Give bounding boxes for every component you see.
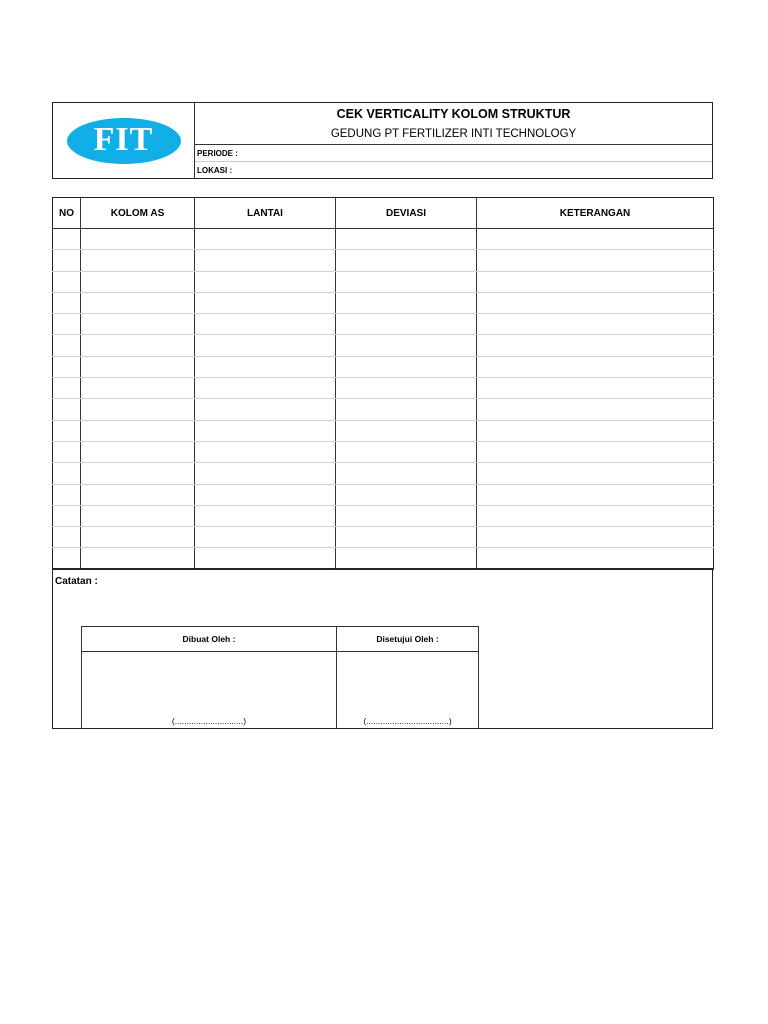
notes-label: Catatan :: [55, 576, 98, 587]
table-row: [53, 335, 714, 356]
keterangan-cell[interactable]: [477, 292, 714, 313]
deviasi-cell[interactable]: [336, 463, 477, 484]
deviasi-cell[interactable]: [336, 484, 477, 505]
table-row: [53, 505, 714, 526]
lantai-cell[interactable]: [195, 314, 336, 335]
keterangan-cell[interactable]: [477, 250, 714, 271]
verticality-table: [52, 197, 714, 570]
no-cell[interactable]: [53, 505, 81, 526]
made-by-label: Dibuat Oleh :: [82, 627, 337, 652]
kolom-as-cell[interactable]: [81, 399, 195, 420]
kolom-as-cell[interactable]: [81, 548, 195, 569]
table-row: [53, 292, 714, 313]
no-cell[interactable]: [53, 229, 81, 250]
table-row: [53, 484, 714, 505]
kolom-as-cell[interactable]: [81, 335, 195, 356]
no-cell[interactable]: [53, 420, 81, 441]
keterangan-cell[interactable]: [477, 356, 714, 377]
col-deviasi: DEVIASI: [336, 198, 477, 229]
no-cell[interactable]: [53, 484, 81, 505]
keterangan-cell[interactable]: [477, 527, 714, 548]
form-subtitle: GEDUNG PT FERTILIZER INTI TECHNOLOGY: [195, 124, 712, 145]
no-cell[interactable]: [53, 335, 81, 356]
kolom-as-cell[interactable]: [81, 314, 195, 335]
no-cell[interactable]: [53, 399, 81, 420]
deviasi-cell[interactable]: [336, 527, 477, 548]
form-header: [52, 102, 713, 179]
keterangan-cell[interactable]: [477, 314, 714, 335]
table-row: [53, 399, 714, 420]
keterangan-cell[interactable]: [477, 229, 714, 250]
no-cell[interactable]: [53, 527, 81, 548]
deviasi-cell[interactable]: [336, 399, 477, 420]
kolom-as-cell[interactable]: [81, 505, 195, 526]
fit-logo: [67, 118, 181, 164]
lantai-cell[interactable]: [195, 292, 336, 313]
lantai-cell[interactable]: [195, 271, 336, 292]
deviasi-cell[interactable]: [336, 356, 477, 377]
table-body: [53, 229, 714, 570]
no-cell[interactable]: [53, 463, 81, 484]
lantai-cell[interactable]: [195, 527, 336, 548]
logo-text: FIT: [93, 120, 154, 158]
no-cell[interactable]: [53, 378, 81, 399]
title-cell: [195, 103, 712, 178]
lantai-cell[interactable]: [195, 378, 336, 399]
lantai-cell[interactable]: [195, 420, 336, 441]
deviasi-cell[interactable]: [336, 292, 477, 313]
no-cell[interactable]: [53, 441, 81, 462]
table-row: [53, 229, 714, 250]
kolom-as-cell[interactable]: [81, 292, 195, 313]
lantai-cell[interactable]: [195, 229, 336, 250]
kolom-as-cell[interactable]: [81, 484, 195, 505]
keterangan-cell[interactable]: [477, 420, 714, 441]
table-row: [53, 271, 714, 292]
table-row: [53, 420, 714, 441]
col-kolom-as: KOLOM AS: [81, 198, 195, 229]
keterangan-cell[interactable]: [477, 548, 714, 569]
deviasi-cell[interactable]: [336, 314, 477, 335]
lantai-cell[interactable]: [195, 250, 336, 271]
no-cell[interactable]: [53, 250, 81, 271]
no-cell[interactable]: [53, 314, 81, 335]
table-row: [53, 441, 714, 462]
lantai-cell[interactable]: [195, 335, 336, 356]
periode-field[interactable]: [195, 145, 712, 162]
kolom-as-cell[interactable]: [81, 420, 195, 441]
table-row: [53, 527, 714, 548]
approved-by-label: Disetujui Oleh :: [337, 627, 479, 652]
col-keterangan: KETERANGAN: [477, 198, 714, 229]
lantai-cell[interactable]: [195, 505, 336, 526]
table-header-row: [53, 198, 714, 229]
no-cell[interactable]: [53, 271, 81, 292]
lantai-cell[interactable]: [195, 399, 336, 420]
keterangan-cell[interactable]: [477, 378, 714, 399]
no-cell[interactable]: [53, 356, 81, 377]
notes-section: [52, 568, 713, 729]
kolom-as-cell[interactable]: [81, 378, 195, 399]
deviasi-cell[interactable]: [336, 505, 477, 526]
deviasi-cell[interactable]: [336, 378, 477, 399]
form-title: CEK VERTICALITY KOLOM STRUKTUR: [336, 106, 571, 121]
no-cell[interactable]: [53, 292, 81, 313]
col-lantai: LANTAI: [195, 198, 336, 229]
lantai-cell[interactable]: [195, 548, 336, 569]
keterangan-cell[interactable]: [477, 463, 714, 484]
deviasi-cell[interactable]: [336, 441, 477, 462]
keterangan-cell[interactable]: [477, 399, 714, 420]
keterangan-cell[interactable]: [477, 505, 714, 526]
kolom-as-cell[interactable]: [81, 441, 195, 462]
deviasi-cell[interactable]: [336, 271, 477, 292]
table-row: [53, 378, 714, 399]
table-row: [53, 250, 714, 271]
signature-table: [81, 626, 479, 728]
kolom-as-cell[interactable]: [81, 271, 195, 292]
table-row: [53, 548, 714, 569]
col-no: NO: [53, 198, 81, 229]
no-cell[interactable]: [53, 548, 81, 569]
lantai-cell[interactable]: [195, 484, 336, 505]
deviasi-cell[interactable]: [336, 548, 477, 569]
table-row: [53, 356, 714, 377]
kolom-as-cell[interactable]: [81, 250, 195, 271]
kolom-as-cell[interactable]: [81, 463, 195, 484]
lokasi-field[interactable]: [195, 162, 712, 178]
table-row: [53, 314, 714, 335]
keterangan-cell[interactable]: [477, 271, 714, 292]
table-row: [53, 463, 714, 484]
lantai-cell[interactable]: [195, 356, 336, 377]
kolom-as-cell[interactable]: [81, 527, 195, 548]
approved-by-signature[interactable]: (...................................): [337, 652, 479, 729]
keterangan-cell[interactable]: [477, 441, 714, 462]
kolom-as-cell[interactable]: [81, 356, 195, 377]
deviasi-cell[interactable]: [336, 250, 477, 271]
lantai-cell[interactable]: [195, 441, 336, 462]
deviasi-cell[interactable]: [336, 335, 477, 356]
logo-cell: [53, 103, 195, 178]
keterangan-cell[interactable]: [477, 484, 714, 505]
deviasi-cell[interactable]: [336, 229, 477, 250]
lokasi-label: LOKASI :: [197, 165, 233, 175]
made-by-signature[interactable]: (.............................): [82, 652, 337, 729]
kolom-as-cell[interactable]: [81, 229, 195, 250]
deviasi-cell[interactable]: [336, 420, 477, 441]
keterangan-cell[interactable]: [477, 335, 714, 356]
periode-label: PERIODE :: [197, 148, 238, 158]
lantai-cell[interactable]: [195, 463, 336, 484]
